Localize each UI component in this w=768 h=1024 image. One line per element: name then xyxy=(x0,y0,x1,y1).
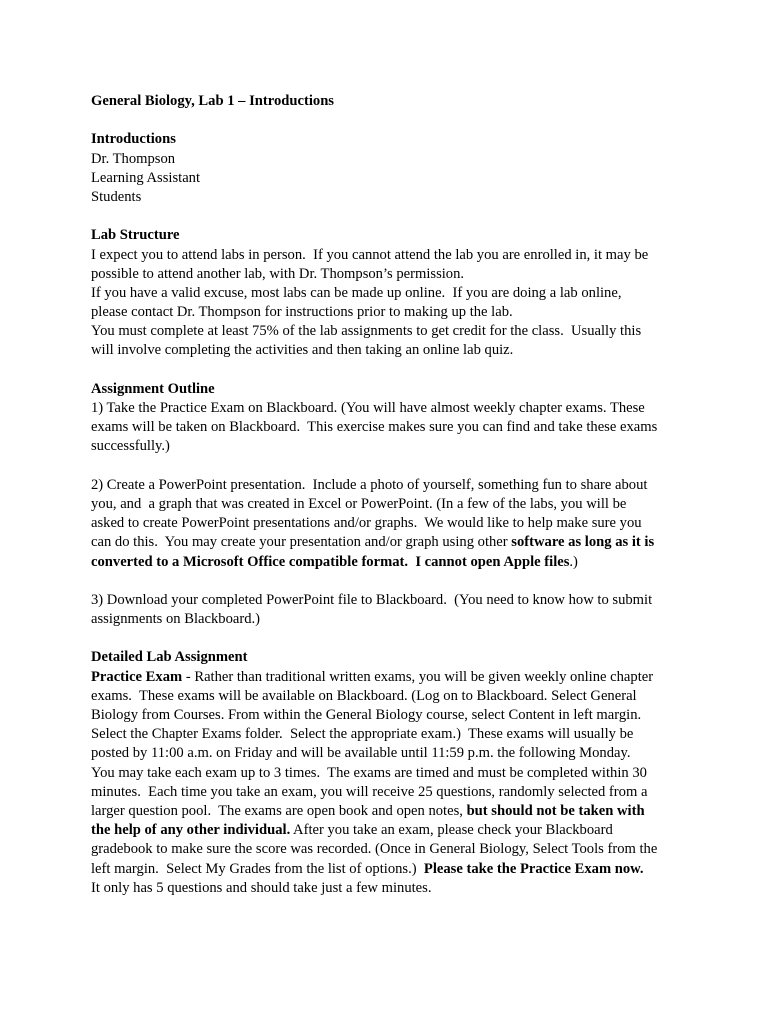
outline-item-2-line xyxy=(91,553,683,572)
detailed-emphasis: Please take the Practice Exam now. xyxy=(423,860,644,877)
outline-item-2-text: can do this. You may create your presentation and/or graph using other xyxy=(91,534,512,551)
spacer xyxy=(91,572,683,591)
introductions-section xyxy=(91,130,683,207)
detailed-line: gradebook to make sure the score was recorded. (Once in General Biology, Select Tools from the xyxy=(91,841,658,858)
document-page xyxy=(91,92,683,898)
outline-item-2-line: 2) Create a PowerPoint presentation. Include a photo of yourself, something fun to share about xyxy=(91,476,648,493)
outline-item-3-line: assignments on Blackboard.) xyxy=(91,611,261,628)
outline-item-2-line: you, and a graph that was created in Excel or PowerPoint. (In a few of the labs, you will be xyxy=(91,495,627,512)
lab-structure-heading: Lab Structure xyxy=(91,227,180,244)
intro-item: Students xyxy=(91,188,142,205)
detailed-emphasis: the help of any other individual. xyxy=(91,822,291,839)
assignment-outline-heading: Assignment Outline xyxy=(91,380,215,397)
detailed-line xyxy=(91,821,683,840)
detailed-line: Select the Chapter Exams folder. Select the appropriate exam.) These exams will usually be xyxy=(91,726,634,743)
outline-item-2-emphasis: converted to a Microsoft Office compatible format. I cannot open Apple files xyxy=(91,553,570,570)
spacer xyxy=(91,629,683,648)
detailed-line: You may take each exam up to 3 times. The exams are timed and must be completed within 30 xyxy=(91,764,647,781)
outline-item-3-line: 3) Download your completed PowerPoint file to Blackboard. (You need to know how to submit xyxy=(91,591,653,608)
lab-structure-line: possible to attend another lab, with Dr. Thompson’s permission. xyxy=(91,265,465,282)
detailed-line xyxy=(91,802,683,821)
practice-exam-label: Practice Exam xyxy=(91,668,183,685)
spacer xyxy=(91,111,683,130)
detailed-assignment-heading: Detailed Lab Assignment xyxy=(91,649,248,666)
outline-item-2-line xyxy=(91,533,683,552)
outline-item-1-line: exams will be taken on Blackboard. This exercise makes sure you can find and take these exams xyxy=(91,419,658,436)
document-title: General Biology, Lab 1 – Introductions xyxy=(91,93,334,109)
spacer xyxy=(91,457,683,476)
detailed-line xyxy=(91,860,683,879)
spacer xyxy=(91,361,683,380)
lab-structure-line: You must complete at least 75% of the lab assignments to get credit for the class. Usually this xyxy=(91,323,642,340)
lab-structure-section xyxy=(91,226,683,360)
lab-structure-line: If you have a valid excuse, most labs can be made up online. If you are doing a lab online, xyxy=(91,284,622,301)
detailed-line: minutes. Each time you take an exam, you will receive 25 questions, randomly selected from a xyxy=(91,783,648,800)
lab-structure-line: please contact Dr. Thompson for instructions prior to making up the lab. xyxy=(91,304,513,321)
detailed-line: Biology from Courses. From within the General Biology course, select Content in left margin. xyxy=(91,707,642,723)
detailed-text: larger question pool. The exams are open book and open notes, xyxy=(91,802,467,819)
assignment-outline-section xyxy=(91,380,683,629)
intro-item: Dr. Thompson xyxy=(91,150,176,167)
detailed-text: After you take an exam, please check your Blackboard xyxy=(290,822,613,839)
outline-item-2-emphasis: software as long as it is xyxy=(511,534,655,551)
detailed-emphasis: but should not be taken with xyxy=(466,802,645,819)
outline-item-2-line: asked to create PowerPoint presentations and/or graphs. We would like to help make sure you xyxy=(91,515,642,532)
detailed-line: exams. These exams will be available on Blackboard. (Log on to Blackboard. Select General xyxy=(91,687,637,704)
detailed-line: posted by 11:00 a.m. on Friday and will be available until 11:59 p.m. the following Monday. xyxy=(91,745,631,762)
intro-item: Learning Assistant xyxy=(91,169,201,186)
lab-structure-line: I expect you to attend labs in person. If you cannot attend the lab you are enrolled in, it may be xyxy=(91,246,649,263)
lab-structure-line: will involve completing the activities and then taking an online lab quiz. xyxy=(91,342,514,359)
outline-item-1-line: successfully.) xyxy=(91,438,170,455)
detailed-text: - Rather than traditional written exams, you will be given weekly online chapter xyxy=(182,668,654,685)
detailed-assignment-section xyxy=(91,648,683,897)
detailed-line: It only has 5 questions and should take just a few minutes. xyxy=(91,879,432,896)
detailed-line xyxy=(91,668,683,687)
introductions-heading: Introductions xyxy=(91,131,176,148)
spacer xyxy=(91,207,683,226)
outline-item-1-line: 1) Take the Practice Exam on Blackboard. (You will have almost weekly chapter exams. These xyxy=(91,400,645,416)
outline-item-2-text: .) xyxy=(569,553,578,570)
detailed-text: left margin. Select My Grades from the list of options.) xyxy=(91,860,424,877)
